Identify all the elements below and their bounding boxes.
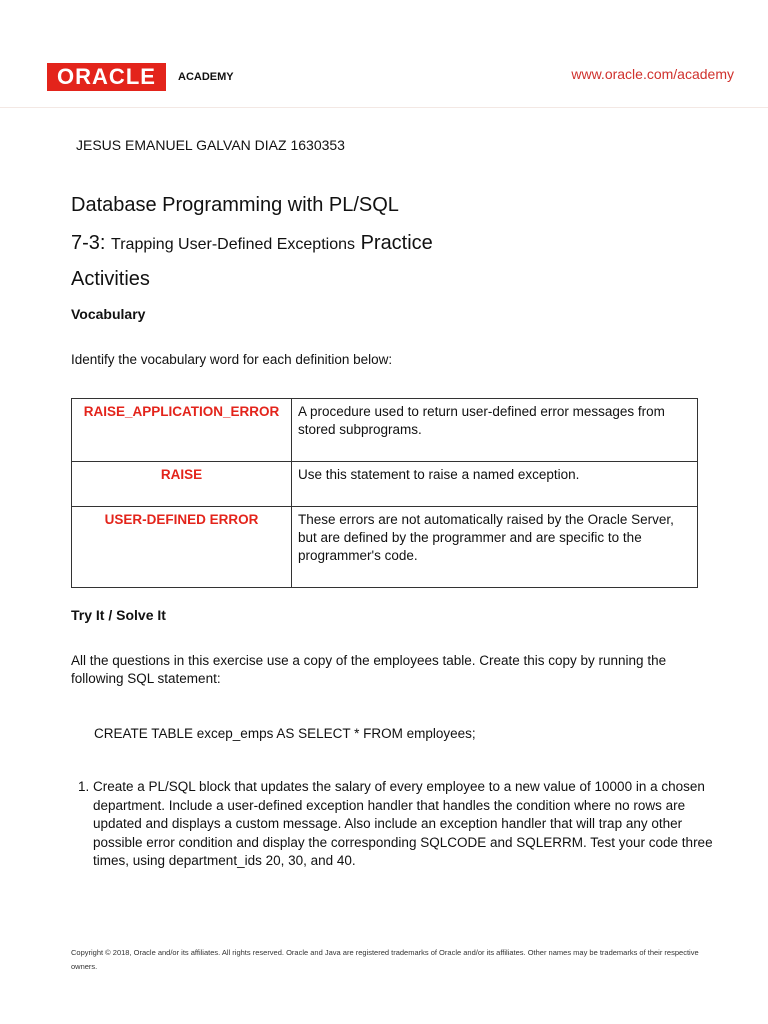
academy-label: ACADEMY [178, 71, 234, 83]
header-divider [0, 107, 768, 108]
vocab-definition: These errors are not automatically raised by the Oracle Server, but are defined by the programmer and are specific to the programmer's code. [292, 507, 698, 588]
vocab-definition: A procedure used to return user-defined error messages from stored subprograms. [292, 399, 698, 462]
oracle-logo: ORACLE [47, 63, 166, 91]
vocabulary-heading: Vocabulary [71, 306, 146, 322]
try-it-heading: Try It / Solve It [71, 607, 166, 623]
lesson-title: Trapping User-Defined Exceptions [111, 236, 355, 253]
question-list [71, 778, 733, 871]
table-row [72, 399, 698, 462]
vocab-term: USER-DEFINED ERROR [72, 507, 292, 588]
table-row [72, 507, 698, 588]
student-name: JESUS EMANUEL GALVAN DIAZ 1630353 [76, 137, 345, 153]
vocabulary-intro: Identify the vocabulary word for each definition below: [71, 352, 393, 367]
activities-heading: Activities [71, 268, 150, 290]
copyright-footer: Copyright © 2018, Oracle and/or its affiliates. All rights reserved. Oracle and Java are registered trademarks of Oracle and/or its affiliates. Other names may be trademarks of their respective owners. [71, 948, 699, 971]
table-row [72, 462, 698, 507]
course-title: Database Programming with PL/SQL [71, 194, 399, 216]
lesson-heading [71, 232, 433, 255]
academy-link[interactable]: www.oracle.com/academy [571, 66, 734, 82]
vocabulary-table [71, 398, 698, 588]
vocab-term: RAISE_APPLICATION_ERROR [72, 399, 292, 462]
vocab-definition: Use this statement to raise a named exception. [292, 462, 698, 507]
practice-label: Practice [360, 232, 433, 254]
vocab-term: RAISE [72, 462, 292, 507]
try-it-intro: All the questions in this exercise use a copy of the employees table. Create this copy by running the following SQL statement: [71, 653, 667, 686]
sql-statement: CREATE TABLE excep_emps AS SELECT * FROM employees; [94, 726, 476, 741]
lesson-number: 7-3: [71, 232, 106, 254]
question-item: 1. Create a PL/SQL block that updates the salary of every employee to a new value of 10000 in a chosen department. Include a user-defined exception handler that handles the condition where no rows are updated and displays a custom message. Also include an exception handler that will trap any other possible error condition and display the corresponding SQLCODE and SQLERRM. Test your code three times, using department_ids 20, 30, and 40. [93, 778, 733, 871]
